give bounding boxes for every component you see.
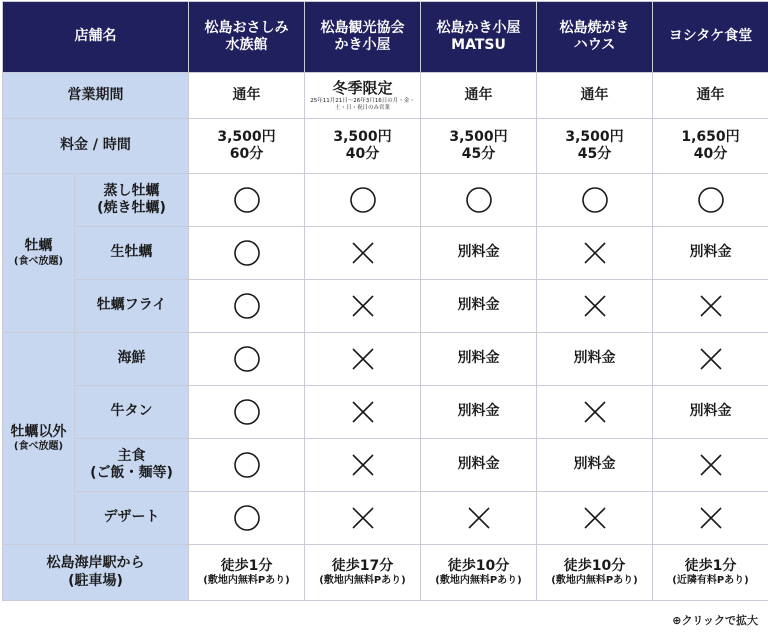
unavailable-cell [305, 227, 421, 280]
extra-charge-cell: 別料金 [421, 333, 537, 386]
circle-icon [232, 291, 262, 321]
available-cell [189, 492, 305, 545]
available-cell [189, 174, 305, 227]
price-cell: 3,500円 40分 [305, 119, 421, 174]
row-label-fried: 牡蠣フライ [75, 280, 189, 333]
circle-icon [232, 503, 262, 533]
cross-icon [464, 503, 494, 533]
circle-icon [696, 185, 726, 215]
available-cell [305, 174, 421, 227]
access-label: 松島海岸駅から (駐車場) [3, 545, 189, 601]
unavailable-cell [305, 333, 421, 386]
cross-icon [696, 344, 726, 374]
other-group-label: 牡蠣以外 (食べ放題) [3, 333, 75, 545]
shop-header: ヨシタケ食堂 [653, 2, 768, 73]
season-cell: 通年 [421, 73, 537, 119]
cross-icon [580, 238, 610, 268]
circle-icon [348, 185, 378, 215]
available-cell [189, 227, 305, 280]
cross-icon [580, 397, 610, 427]
extra-charge-cell: 別料金 [653, 227, 768, 280]
row-label-raw: 生牡蠣 [75, 227, 189, 280]
price-cell: 3,500円 45分 [421, 119, 537, 174]
extra-charge-cell: 別料金 [421, 280, 537, 333]
zoom-text: クリックで拡大 [681, 614, 758, 627]
season-cell: 通年 [189, 73, 305, 119]
price-label: 料金 / 時間 [3, 119, 189, 174]
corner-header: 店舗名 [3, 2, 189, 73]
cross-icon [580, 503, 610, 533]
zoom-plus-icon: ⊕ [672, 614, 682, 627]
circle-icon [464, 185, 494, 215]
access-cell: 徒歩10分 (敷地内無料Pあり) [537, 545, 653, 601]
access-cell: 徒歩1分 (近隣有料Pあり) [653, 545, 768, 601]
extra-charge-cell: 別料金 [421, 439, 537, 492]
unavailable-cell [653, 280, 768, 333]
cross-icon [696, 291, 726, 321]
unavailable-cell [537, 386, 653, 439]
cross-icon [348, 238, 378, 268]
unavailable-cell [421, 492, 537, 545]
available-cell [653, 174, 768, 227]
unavailable-cell [537, 492, 653, 545]
access-cell: 徒歩17分 (敷地内無料Pあり) [305, 545, 421, 601]
shop-header: 松島焼がき ハウス [537, 2, 653, 73]
season-cell: 冬季限定 25年11月21日～26年3月16日の月・金・土・日・祝日のみ営業 [305, 73, 421, 119]
available-cell [189, 280, 305, 333]
extra-charge-cell: 別料金 [653, 386, 768, 439]
cross-icon [348, 291, 378, 321]
cross-icon [348, 397, 378, 427]
unavailable-cell [305, 492, 421, 545]
season-note: 25年11月21日～26年3月16日の月・金・土・日・祝日のみ営業 [310, 98, 415, 112]
extra-charge-cell: 別料金 [421, 386, 537, 439]
extra-charge-cell: 別料金 [537, 439, 653, 492]
unavailable-cell [653, 492, 768, 545]
available-cell [189, 439, 305, 492]
click-to-enlarge[interactable] [672, 612, 758, 628]
circle-icon [232, 397, 262, 427]
shop-header: 松島おさしみ 水族館 [189, 2, 305, 73]
cross-icon [348, 450, 378, 480]
row-label-seafood: 海鮮 [75, 333, 189, 386]
shop-header: 松島観光協会 かき小屋 [305, 2, 421, 73]
unavailable-cell [653, 333, 768, 386]
comparison-table [2, 1, 768, 601]
circle-icon [232, 344, 262, 374]
cross-icon [348, 503, 378, 533]
unavailable-cell [537, 280, 653, 333]
row-label-dessert: デザート [75, 492, 189, 545]
circle-icon [232, 185, 262, 215]
price-cell: 1,650円 40分 [653, 119, 768, 174]
oyster-group-label: 牡蠣 (食べ放題) [3, 174, 75, 333]
row-label-staple: 主食 (ご飯・麺等) [75, 439, 189, 492]
cross-icon [696, 450, 726, 480]
extra-charge-cell: 別料金 [537, 333, 653, 386]
season-cell: 通年 [537, 73, 653, 119]
cross-icon [348, 344, 378, 374]
circle-icon [580, 185, 610, 215]
cross-icon [696, 503, 726, 533]
available-cell [421, 174, 537, 227]
unavailable-cell [305, 439, 421, 492]
price-cell: 3,500円 60分 [189, 119, 305, 174]
season-label: 営業期間 [3, 73, 189, 119]
unavailable-cell [305, 386, 421, 439]
access-cell: 徒歩1分 (敷地内無料Pあり) [189, 545, 305, 601]
access-cell: 徒歩10分 (敷地内無料Pあり) [421, 545, 537, 601]
shop-header: 松島かき小屋 MATSU [421, 2, 537, 73]
row-label-beef-tongue: 牛タン [75, 386, 189, 439]
available-cell [189, 386, 305, 439]
cross-icon [580, 291, 610, 321]
season-cell: 通年 [653, 73, 768, 119]
extra-charge-cell: 別料金 [421, 227, 537, 280]
circle-icon [232, 450, 262, 480]
unavailable-cell [653, 439, 768, 492]
price-cell: 3,500円 45分 [537, 119, 653, 174]
available-cell [537, 174, 653, 227]
row-label-steamed: 蒸し牡蠣 (焼き牡蠣) [75, 174, 189, 227]
unavailable-cell [537, 227, 653, 280]
available-cell [189, 333, 305, 386]
circle-icon [232, 238, 262, 268]
unavailable-cell [305, 280, 421, 333]
